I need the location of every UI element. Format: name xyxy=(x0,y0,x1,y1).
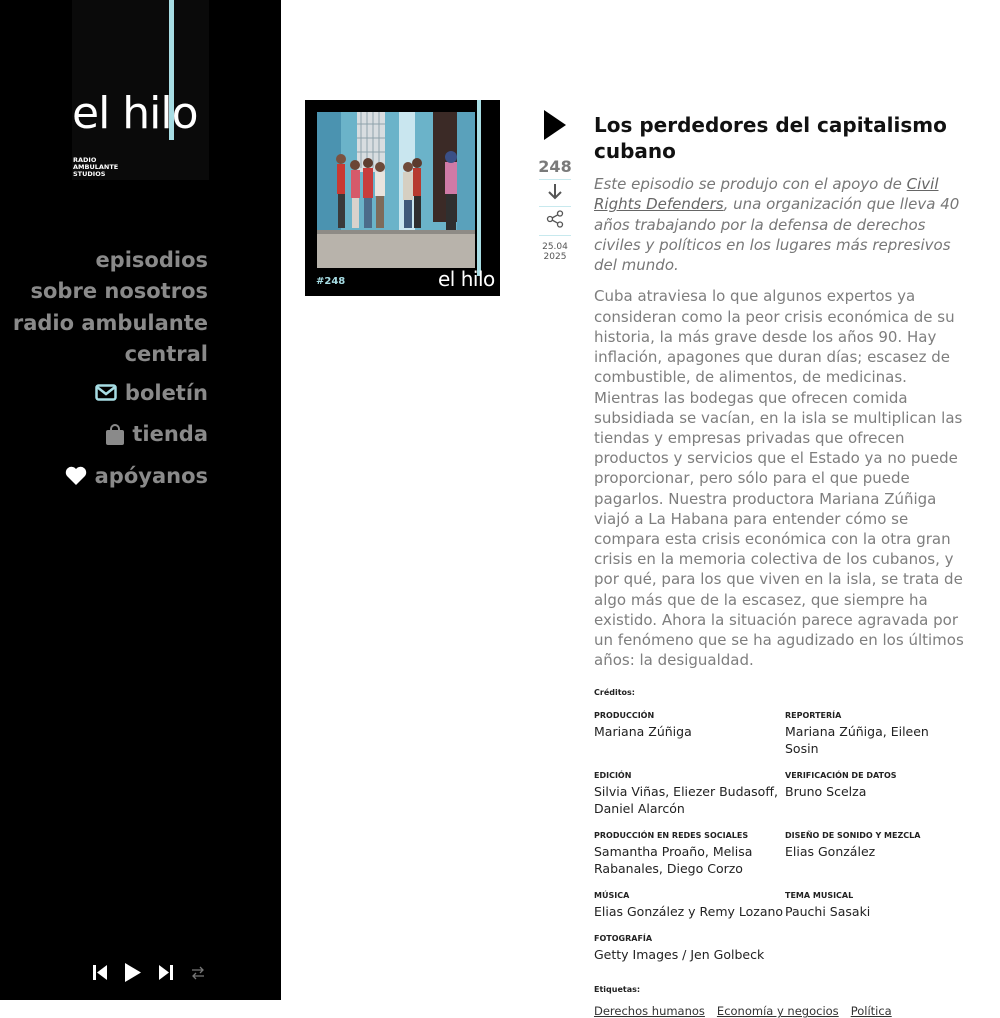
divider xyxy=(539,179,571,180)
play-icon xyxy=(542,108,568,142)
nav-radio-ambulante[interactable] xyxy=(13,307,208,339)
credit-item xyxy=(594,771,785,817)
episode-description: Cuba atraviesa lo que algunos expertos ya consideran como la peor crisis económica de su historia, la más grave desde los años 90. Hay inflación, apagones que duran días; escasez de combustible, de alimentos, de medicinas. Mientras las bodegas que ofrecen comida subsidiada se vacían, en la isla se multiplican las tiendas y empresas privadas que ofrecen productos y servicios que el Estado ya no puede proporcionar, pero sólo para el que puede pagarlos. Nuestra productora Mariana Zúñiga viajó a La Habana para entender cómo se compara esta crisis económica con la otra gran crisis en la memoria colectiva de los cubanos, y por qué, para los que viven en la isla, se trata de algo más que de la escasez, que siempre ha existido. Ahora la situación parece agravada por un fenómeno que se ha agudizado en los últimos años: la desigualdad. xyxy=(594,287,964,670)
nav-label: tienda xyxy=(132,422,208,447)
credit-names: Mariana Zúñiga, Eileen Sosin xyxy=(785,724,929,757)
nav-apoyanos[interactable] xyxy=(13,457,208,495)
download-arrow-icon xyxy=(547,183,563,201)
episode-title: Los perdedores del capitalismo cubano xyxy=(594,113,947,163)
audio-player-controls xyxy=(92,962,206,987)
credit-role: PRODUCCIÓN xyxy=(594,711,655,721)
repeat-icon xyxy=(190,966,206,980)
credit-role: FOTOGRAFÍA xyxy=(594,934,653,944)
credit-role: MÚSICA xyxy=(594,891,630,901)
nav-tienda[interactable] xyxy=(13,416,208,454)
skip-back-icon xyxy=(92,964,108,981)
credit-item xyxy=(785,771,964,817)
episode-cover-art[interactable] xyxy=(305,100,500,296)
play-episode-button[interactable] xyxy=(537,108,573,142)
cover-photo xyxy=(317,112,475,268)
main-nav xyxy=(13,244,208,495)
play-icon xyxy=(124,962,142,983)
credit-item xyxy=(594,934,785,963)
nav-label: radio ambulante xyxy=(12,310,208,335)
credit-names: Elias González y Remy Lozano xyxy=(594,904,784,920)
repeat-button[interactable] xyxy=(190,965,206,984)
credit-item xyxy=(785,831,964,877)
credit-item xyxy=(594,831,785,877)
nav-label: sobre nosotros xyxy=(30,279,208,304)
cover-brand: el hilo xyxy=(438,267,495,291)
nav-label: episodios xyxy=(95,247,208,272)
tags-heading: Etiquetas: xyxy=(594,985,641,995)
sidebar xyxy=(0,0,281,1000)
cover-accent-bar xyxy=(477,100,481,276)
el-hilo-logo[interactable] xyxy=(72,0,209,180)
tag-link[interactable]: Economía y negocios xyxy=(716,1004,839,1018)
next-button[interactable] xyxy=(158,964,174,985)
studio-line: AMBULANTE xyxy=(73,163,119,171)
studio-wordmark xyxy=(73,157,118,178)
sponsor-link[interactable]: Civil Rights Defenders xyxy=(594,175,939,214)
credit-role: VERIFICACIÓN DE DATOS xyxy=(785,771,897,781)
cover-episode-number: #248 xyxy=(316,276,346,287)
previous-button[interactable] xyxy=(92,964,108,985)
credit-names: Elias González xyxy=(785,844,876,860)
skip-forward-icon xyxy=(158,964,174,981)
studio-line: RADIO xyxy=(73,156,97,164)
divider xyxy=(539,235,571,236)
play-button[interactable] xyxy=(124,962,142,987)
credit-role: DISEÑO DE SONIDO Y MEZCLA xyxy=(785,831,921,841)
episode-content xyxy=(594,112,964,1018)
download-button[interactable] xyxy=(537,183,573,203)
credit-item xyxy=(785,711,964,757)
episode-number: 248 xyxy=(538,157,572,176)
credit-names: Mariana Zúñiga xyxy=(594,724,692,740)
bag-icon xyxy=(106,424,124,445)
credit-names: Samantha Proaño, Melisa Rabanales, Diego Corzo xyxy=(594,844,753,877)
logo-wordmark: el hilo xyxy=(72,88,198,139)
episode-date xyxy=(537,242,573,262)
studio-line: STUDIOS xyxy=(73,170,106,178)
date-day-month: 25.04 xyxy=(542,242,568,252)
credit-item xyxy=(594,891,785,920)
credits-grid xyxy=(594,711,964,963)
credit-names: Silvia Viñas, Eliezer Budasoff, Daniel Alarcón xyxy=(594,784,778,817)
date-year: 2025 xyxy=(543,252,567,262)
tag-link[interactable]: Derechos humanos xyxy=(594,1004,705,1018)
nav-sobre-nosotros[interactable] xyxy=(13,276,208,308)
divider xyxy=(539,206,571,207)
intro-text: Este episodio se produjo con el apoyo de xyxy=(594,175,907,193)
intro-text: , una organización que lleva 40 años trabajando por la defensa de derechos civiles y políticos en los lugares más represivos del mundo. xyxy=(594,195,960,275)
episode-actions xyxy=(537,108,573,262)
tag-link[interactable]: Política xyxy=(850,1004,892,1018)
nav-central[interactable] xyxy=(13,339,208,371)
nav-label: central xyxy=(124,342,208,367)
credit-role: TEMA MUSICAL xyxy=(785,891,854,901)
credit-names: Bruno Scelza xyxy=(785,784,867,800)
nav-label: apóyanos xyxy=(94,463,208,488)
mail-icon xyxy=(95,384,117,401)
credit-item xyxy=(785,891,964,920)
nav-boletin[interactable] xyxy=(13,374,208,412)
sponsor-intro xyxy=(594,174,964,275)
share-button[interactable] xyxy=(537,210,573,232)
credit-role: PRODUCCIÓN EN REDES SOCIALES xyxy=(594,831,749,841)
credit-names: Pauchi Sasaki xyxy=(785,904,871,920)
credit-item xyxy=(594,711,785,757)
credit-role: EDICIÓN xyxy=(594,771,632,781)
tag-list xyxy=(594,1004,964,1018)
nav-label: boletín xyxy=(124,380,208,405)
credits-heading: Créditos: xyxy=(594,688,635,698)
share-icon xyxy=(546,210,564,228)
credit-role: REPORTERÍA xyxy=(785,711,842,721)
heart-icon xyxy=(65,466,87,486)
nav-episodios[interactable] xyxy=(13,244,208,276)
credit-names: Getty Images / Jen Golbeck xyxy=(594,947,765,963)
